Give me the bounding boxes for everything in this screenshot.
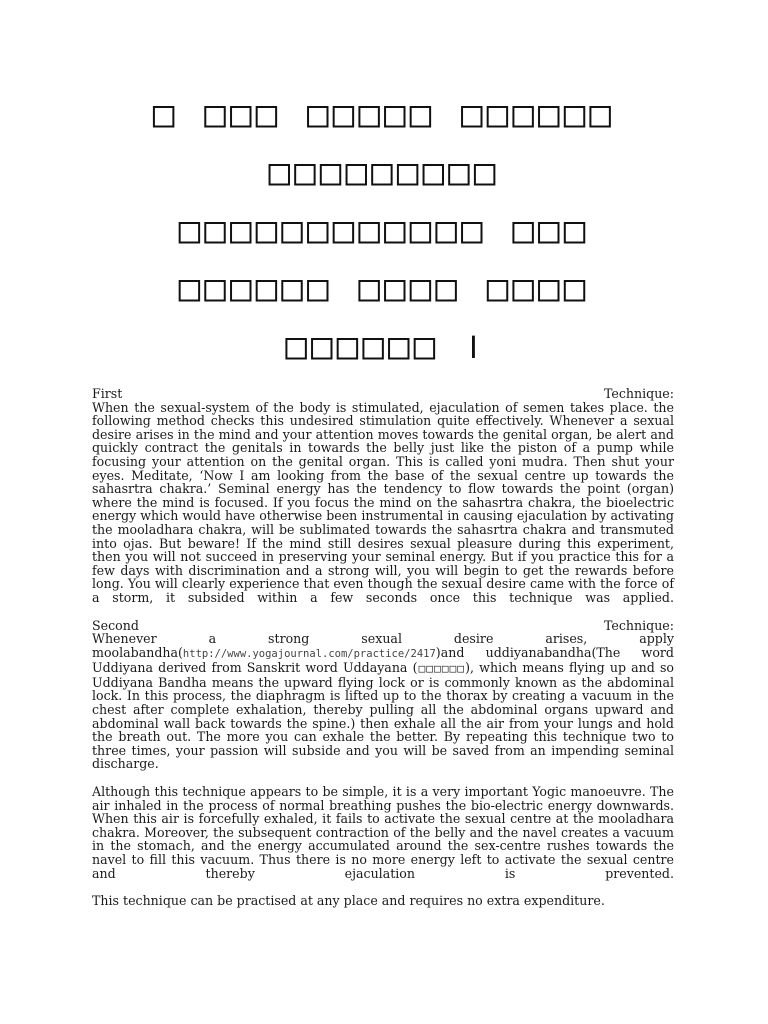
title-line-4: □□□□□□ □□□□ □□□□ (178, 268, 590, 309)
technique-1-heading (92, 387, 674, 401)
technique-1-heading-left: First (92, 386, 123, 401)
moolabandha-link[interactable]: http://www.yogajournal.com/practice/2417 (182, 647, 436, 660)
document-body (92, 387, 674, 922)
title-line-2: □□□□□□□□□ (268, 152, 500, 193)
technique-2-heading-left: Second (92, 617, 139, 633)
sanskrit-word: □□□□□□ (417, 662, 466, 676)
technique-1-heading-right: Technique: (603, 386, 674, 401)
technique-2-text-b: )and uddiyanabandha(The word Uddiyana derived from Sanskrit word Uddayana ( (92, 644, 674, 676)
document-title (60, 86, 708, 376)
paragraph-4: This technique can be practised at any place and requires no extra expenditure. (92, 893, 605, 909)
paragraph-3: Although this technique appears to be simple, it is a very important Yogic manoeuvre. The air inhaled in the process of normal breathing pushes the bio-electric energy downwards. When this air is forcefully exhaled, it fails to activate the sexual centre at the mooladhara chakra. Moreover, the subsequent contraction of the belly and the navel creates a vacuum in the stomach, and the energy accumulated around the sex-centre rushes towards the navel to fill this vacuum. Thus there is no more energy left to activate the sexual centre and thereby ejaculation is prevented. (92, 784, 674, 881)
title-line-5: □□□□□□ । (285, 326, 483, 367)
technique-2-paragraph (92, 632, 674, 771)
technique-2-text-a: Whenever a strong sexual desire arises, apply moolabandha( (92, 631, 674, 660)
title-line-3: □□□□□□□□□□□□ □□□ (178, 210, 590, 251)
technique-2-text-c: ), which means flying up and so Uddiyana Bandha means the upward flying lock or is commonly known as the abdominal lock. In this process, the diaphragm is lifted up to the thorax by creating a vacuum in the chest after complete exhalation, thereby pulling all the abdominal organs upward and abdominal wall back towards the spine.) then exhale all the air from your lungs and hold the breath out. The more you can exhale the better. By repeating this technique two to three times, your passion will subside and you will be saved from an impending seminal discharge. (92, 660, 674, 772)
technique-1-paragraph: When the sexual-system of the body is stimulated, ejaculation of semen takes place. the following method checks this undesired stimulation quite effectively. Whenever a sexual desire arises in the mind and your attention moves towards the genital organ, be alert and quickly contract the genitals in towards the belly just like the piston of a pump while focusing your attention on the genital organ. This is called yoni mudra. Then shut your eyes. Meditate, ‘Now I am looking from the base of the sexual centre up towards the sahasrtra chakra.’ Seminal energy has the tendency to flow towards the point (organ) where the mind is focused. If you focus the mind on the sahasrtra chakra, the bioelectric energy which would have otherwise been instrumental in causing ejaculation by activating the mooladhara chakra, will be sublimated towards the sahasrtra chakra and transmuted into ojas. But beware! If the mind still desires sexual pleasure during this experiment, then you will not succeed in preserving your seminal energy. But if you practice this for a few days with discrimination and a strong will, you will begin to get the rewards before long. You will clearly experience that even though the sexual desire came with the force of a storm, it subsided within a few seconds once this technique was applied. (92, 399, 674, 605)
technique-2-heading (92, 619, 674, 633)
title-line-1: □ □□□ □□□□□ □□□□□□ (152, 94, 616, 135)
technique-2-heading-right: Technique: (603, 617, 674, 633)
